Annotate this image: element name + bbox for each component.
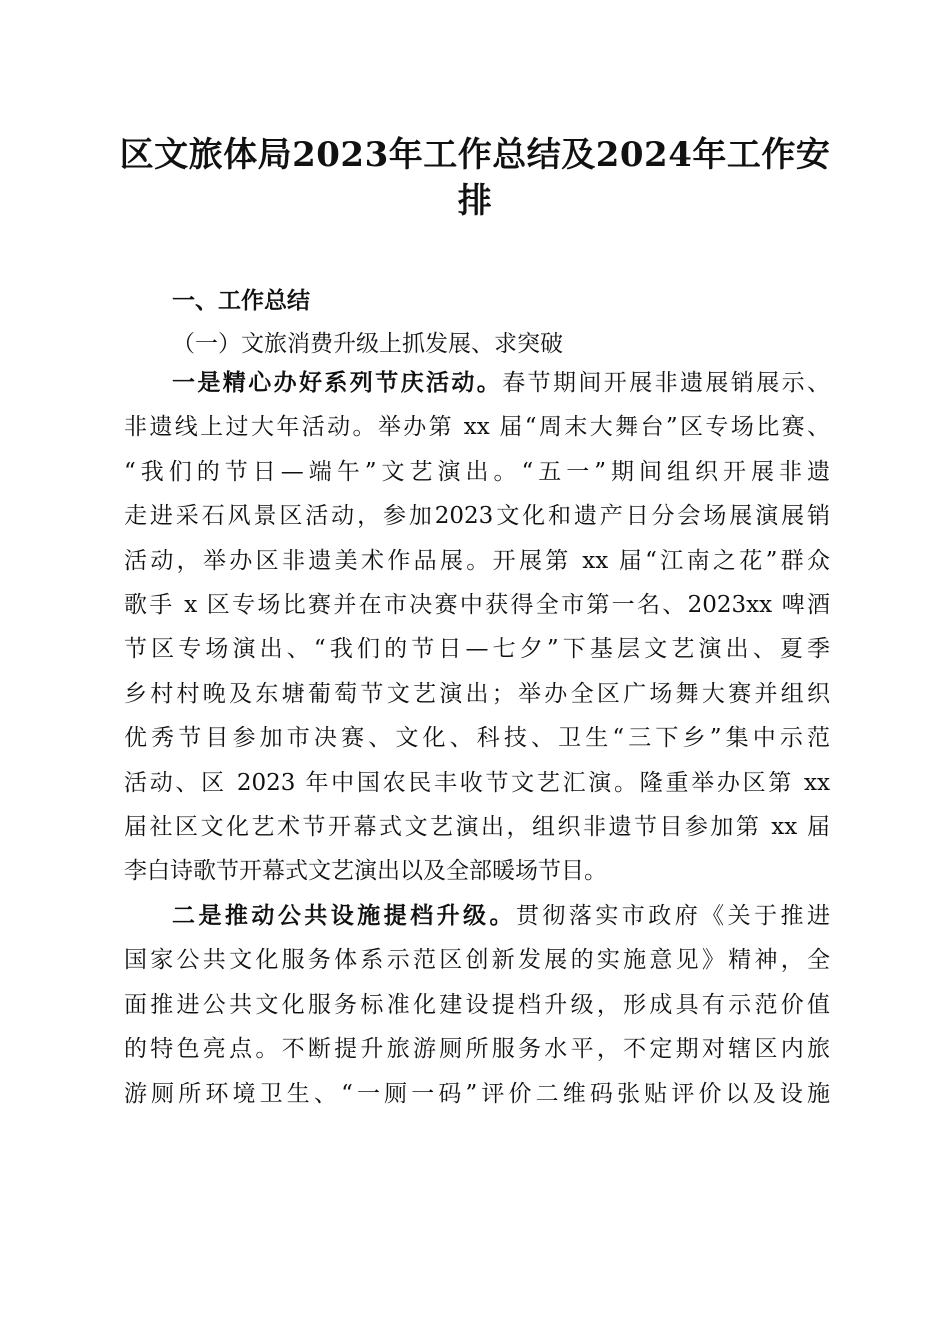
paragraph-line: 活动，举办区非遗美术作品展。开展第 xx 届“江南之花”群众 [124, 547, 830, 574]
paragraph-line: 走进采石风景区活动，参加2023文化和遗产日分会场展演展销 [124, 503, 830, 530]
subsection-heading: （一）文旅消费升级上抓发展、求突破 [172, 331, 563, 357]
paragraph-1 [124, 361, 830, 894]
paragraph-line: 非遗线上过大年活动。举办第 xx 届“周末大舞台”区专场比赛、 [124, 414, 830, 441]
paragraph-line: 活动、区 2023 年中国农民丰收节文艺汇演。隆重举办区第 xx [124, 769, 830, 796]
paragraph-line: 节区专场演出、“我们的节日—七夕”下基层文艺演出、夏季 [124, 636, 830, 663]
paragraph-lead: 一是精心办好系列节庆活动。 [172, 369, 503, 396]
document-title [110, 132, 840, 224]
paragraph-line: 二是推动公共设施提档升级。贯彻落实市政府《关于推进 [172, 901, 831, 929]
paragraph-line: 游厕所环境卫生、“一厕一码”评价二维码张贴评价以及设施 [124, 1080, 830, 1107]
paragraph-2 [124, 894, 830, 1116]
document-body [124, 361, 830, 1116]
paragraph-line: 届社区文化艺术节开幕式文艺演出，组织非遗节目参加第 xx 届 [124, 814, 830, 841]
title-line-2: 排 [457, 181, 493, 221]
paragraph-line: 国家公共文化服务体系示范区创新发展的实施意见》精神，全 [124, 947, 830, 974]
title-line-1: 区文旅体局2023年工作总结及2024年工作安 [119, 135, 831, 175]
paragraph-line: 乡村村晚及东塘葡萄节文艺演出；举办全区广场舞大赛并组织 [124, 680, 830, 707]
paragraph-line: 优秀节目参加市决赛、文化、科技、卫生“三下乡”集中示范 [124, 725, 830, 752]
paragraph-line: 的特色亮点。不断提升旅游厕所服务水平，不定期对辖区内旅 [124, 1036, 830, 1063]
paragraph-lead: 二是推动公共设施提档升级。 [172, 901, 516, 929]
paragraph-line: 李白诗歌节开幕式文艺演出以及全部暖场节目。 [124, 858, 607, 885]
paragraph-line: 面推进公共文化服务标准化建设提档升级，形成具有示范价值 [124, 991, 830, 1018]
paragraph-line: “我们的节日—端午”文艺演出。“五一”期间组织开展非遗 [124, 458, 830, 485]
paragraph-line: 歌手 x 区专场比赛并在市决赛中获得全市第一名、2023xx 啤酒 [124, 592, 830, 619]
paragraph-line: 一是精心办好系列节庆活动。春节期间开展非遗展销展示、 [172, 369, 831, 396]
section-heading: 一、工作总结 [172, 287, 310, 314]
